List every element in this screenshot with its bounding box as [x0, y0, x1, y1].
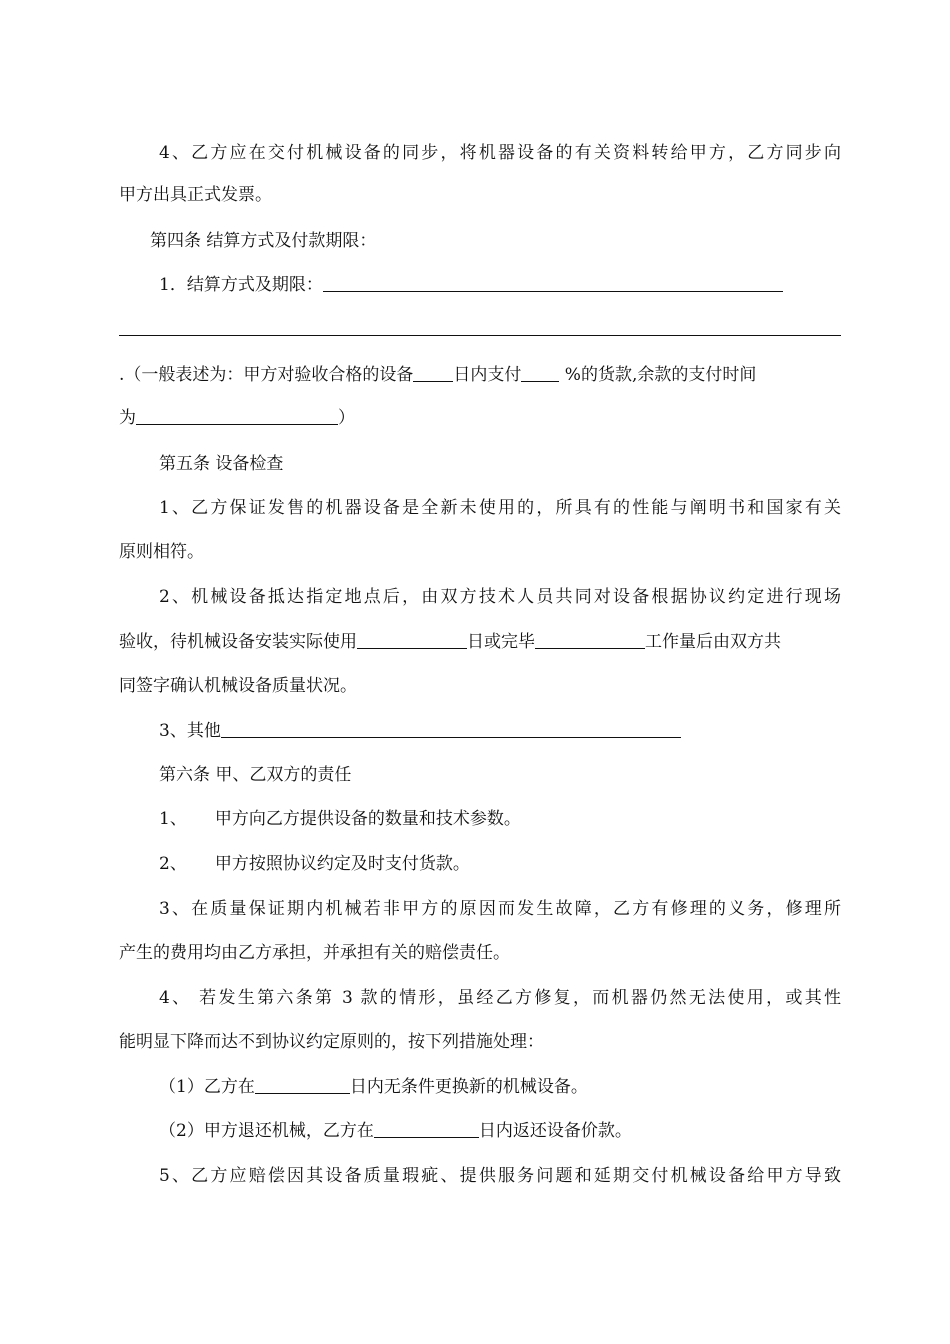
blank-underline	[136, 404, 338, 425]
section-heading: 第四条 结算方式及付款期限：	[150, 231, 377, 251]
blank-underline	[255, 1073, 350, 1094]
paragraph-line	[159, 716, 881, 746]
list-number: 1、	[159, 809, 187, 829]
paragraph-line: 同签字确认机械设备质量状况。	[119, 676, 357, 696]
list-number: 2、	[159, 854, 187, 874]
text-span: 甲方按照协议约定及时支付货款。	[214, 854, 470, 874]
paragraph-line	[159, 1116, 881, 1146]
text-span: （2）甲方退还机械，乙方在	[159, 1121, 374, 1141]
text-span: 日内无条件更换新的机械设备。	[349, 1077, 588, 1097]
paragraph-line: 甲方出具正式发票。	[119, 185, 272, 205]
list-item	[159, 804, 881, 834]
section-heading: 第五条 设备检查	[159, 454, 284, 474]
paragraph-line	[159, 1072, 881, 1102]
field-label: 1．结算方式及期限：	[159, 275, 323, 295]
text-span: 日内支付	[453, 365, 522, 385]
text-span: 验收，待机械设备安装实际使用	[119, 632, 357, 652]
text-span: （1）乙方在	[159, 1077, 255, 1097]
paragraph-line: 原则相符。	[119, 542, 204, 562]
list-item	[159, 849, 881, 879]
blank-underline	[323, 271, 783, 292]
blank-underline	[221, 717, 681, 738]
paragraph-line	[159, 270, 881, 300]
text-span: 3、其他	[159, 721, 221, 741]
paragraph-line	[119, 403, 841, 433]
paragraph-line: 产生的费用均由乙方承担，并承担有关的赔偿责任。	[119, 943, 510, 963]
paragraph-line: 4、乙方应在交付机械设备的同步，将机器设备的有关资料转给甲方，乙方同步向	[159, 143, 841, 163]
paragraph-line	[119, 627, 841, 657]
text-span: 为	[119, 408, 136, 428]
blank-underline	[413, 361, 453, 382]
text-span: 甲方向乙方提供设备的数量和技术参数。	[214, 809, 521, 829]
text-span: %的货款,余款的支付时间	[559, 365, 757, 385]
blank-underline-full	[119, 335, 841, 336]
paragraph-line: 4、 若发生第六条第 3 款的情形，虽经乙方修复，而机器仍然无法使用，或其性	[159, 988, 841, 1008]
paragraph-line	[119, 360, 841, 390]
paragraph-line: 2、机械设备抵达指定地点后，由双方技术人员共同对设备根据协议约定进行现场	[159, 587, 841, 607]
paragraph-line: 5、乙方应赔偿因其设备质量瑕疵、提供服务问题和延期交付机械设备给甲方导致	[159, 1166, 841, 1186]
section-heading: 第六条 甲、乙双方的责任	[159, 765, 352, 785]
blank-underline	[535, 628, 645, 649]
paragraph-line: 能明显下降而达不到协议约定原则的，按下列措施处理：	[119, 1032, 544, 1052]
text-span: .（一般表述为：甲方对验收合格的设备	[119, 365, 414, 385]
paragraph-line: 3、在质量保证期内机械若非甲方的原因而发生故障，乙方有修理的义务，修理所	[159, 899, 841, 919]
blank-underline	[374, 1117, 479, 1138]
text-span: 日内返还设备价款。	[478, 1121, 632, 1141]
text-span: ）	[338, 408, 355, 428]
text-span: 日或完毕	[467, 632, 535, 652]
text-span: 工作量后由双方共	[645, 632, 781, 652]
blank-underline	[521, 361, 559, 382]
blank-underline	[357, 628, 467, 649]
paragraph-line: 1、乙方保证发售的机器设备是全新未使用的，所具有的性能与阐明书和国家有关	[159, 498, 841, 518]
